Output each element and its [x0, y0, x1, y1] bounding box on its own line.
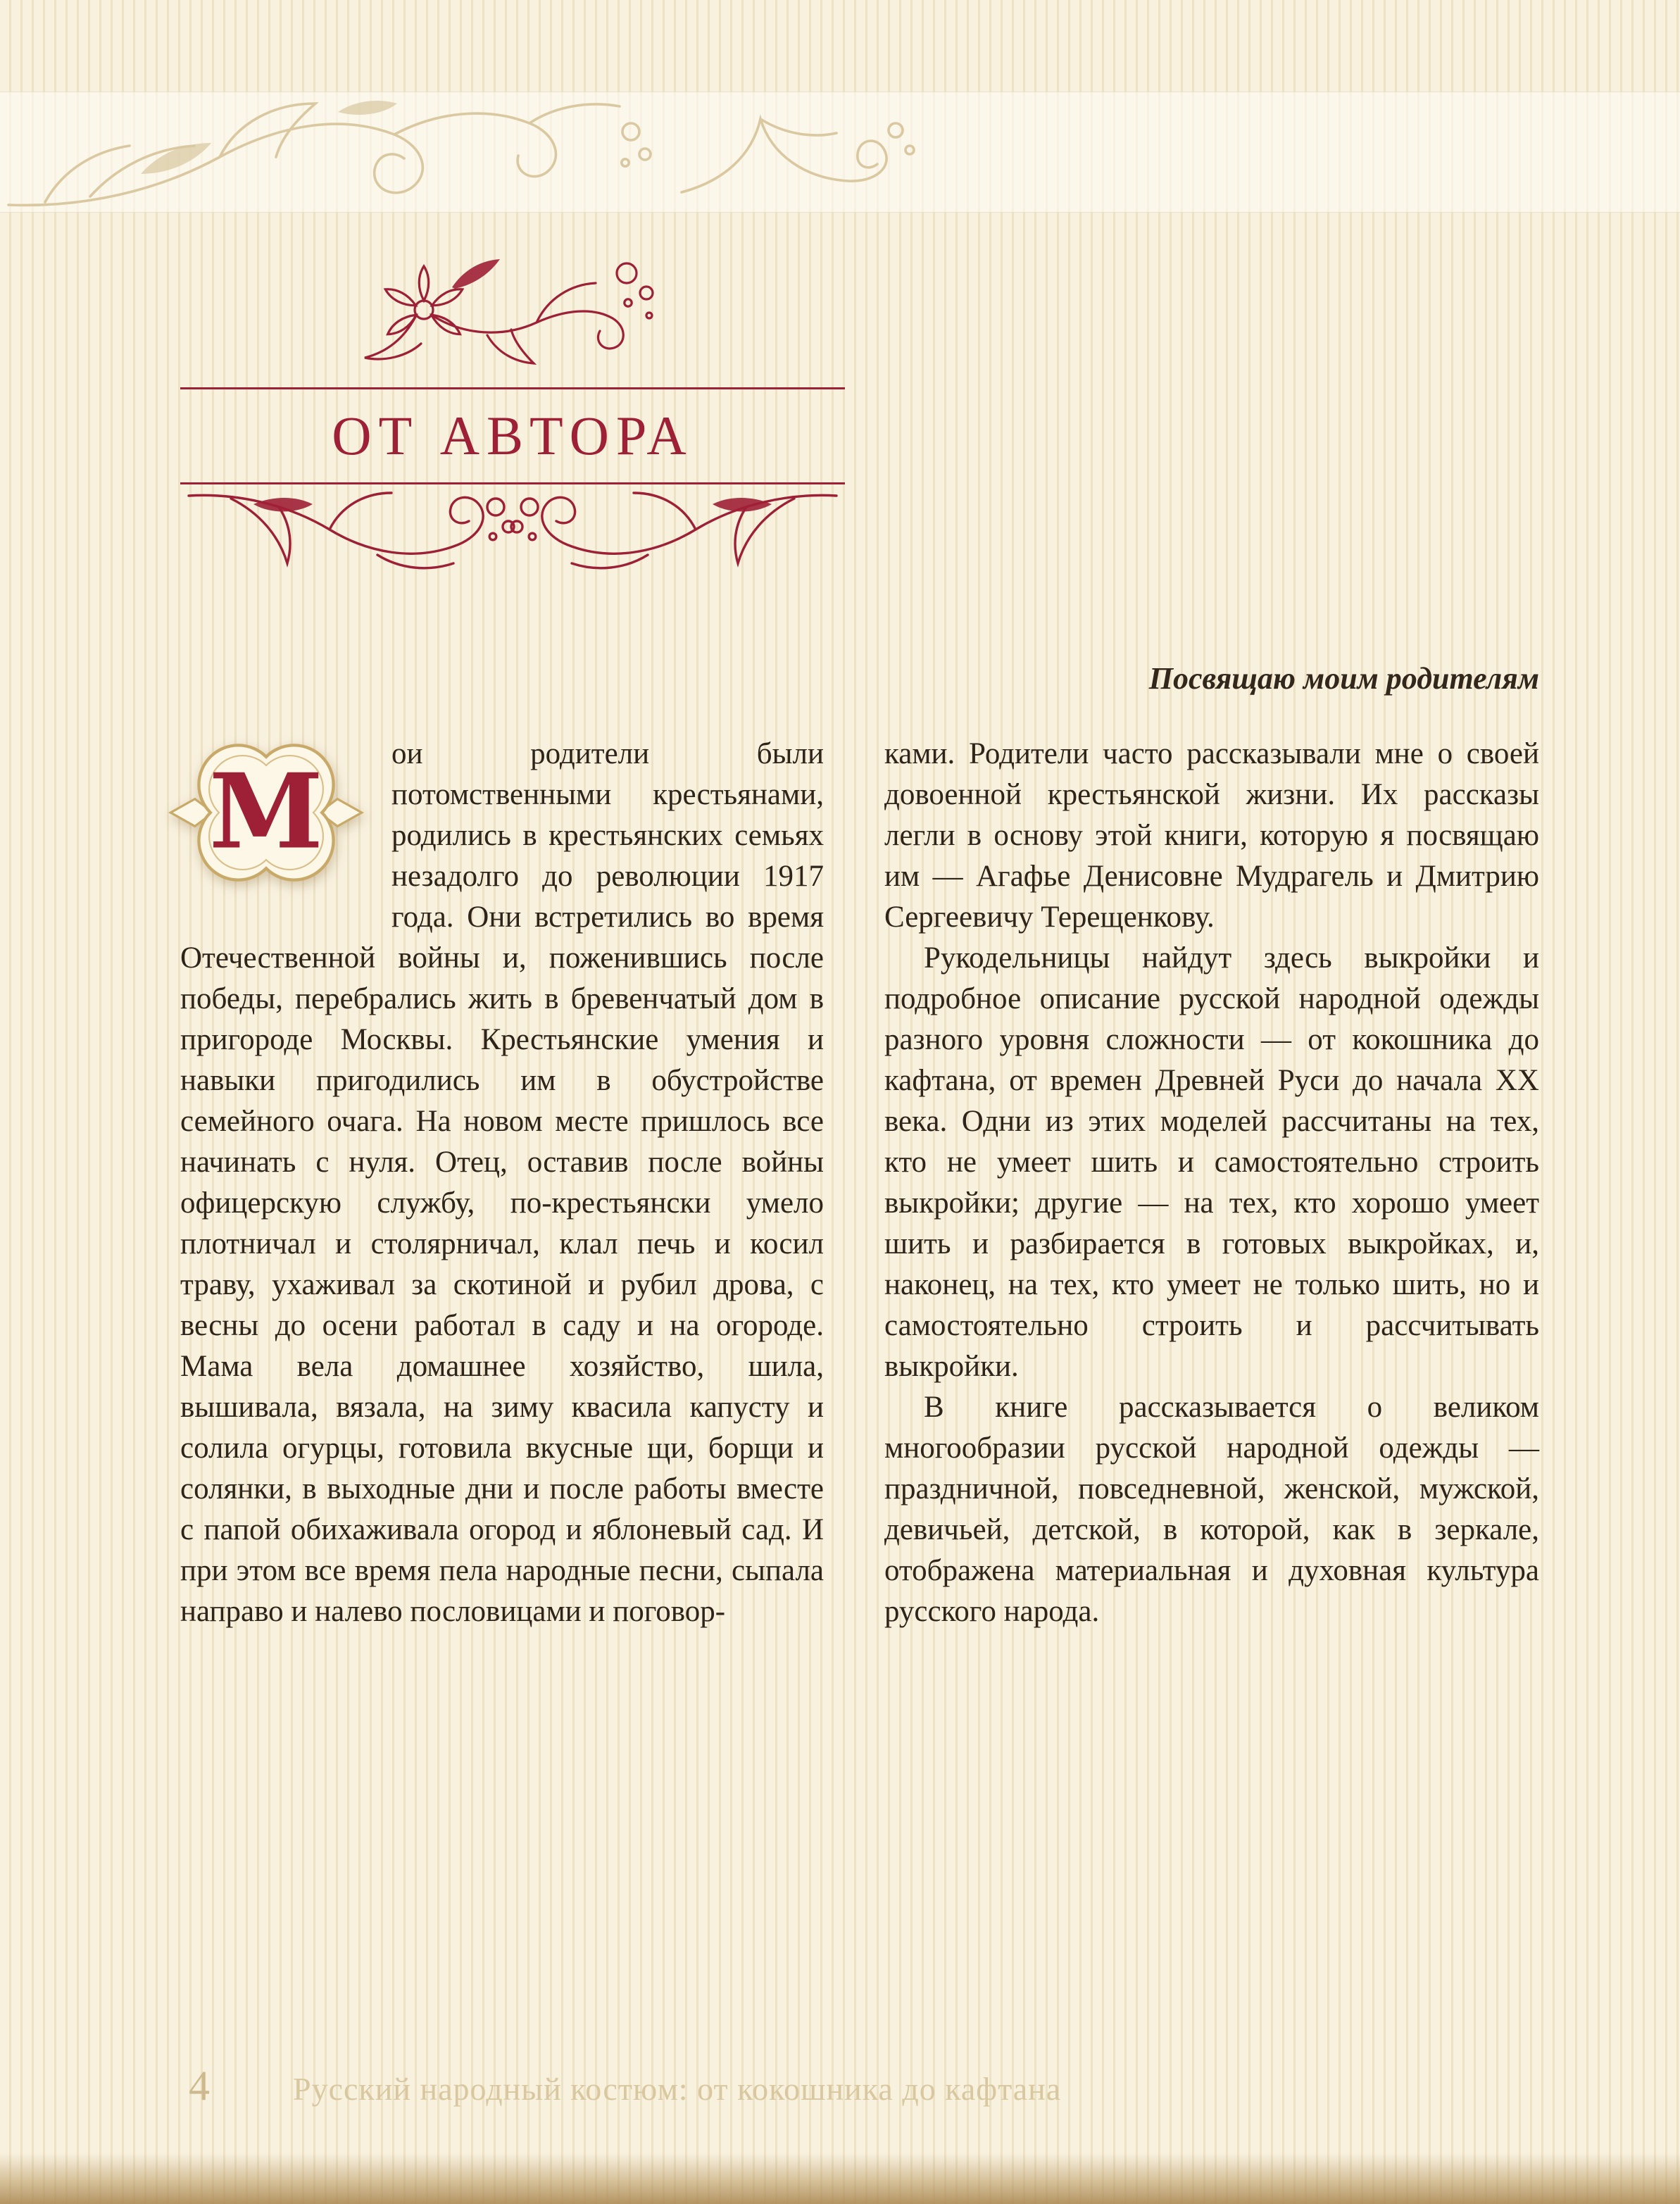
right-column: [884, 734, 1539, 1632]
title-rule-bottom: [180, 482, 845, 484]
chapter-title: ОТ АВТОРА: [332, 405, 694, 466]
floral-ornament-icon: [180, 487, 845, 586]
paragraph: В книге рассказывается о великом многообразии русской народной одежды — праздничной, повседневной, женской, мужской, девичьей, детской, в которой, как в зеркале, отображена материальная и духовная культура русского народа.: [884, 1391, 1539, 1628]
floral-flourish-icon: [6, 92, 653, 212]
floral-flourish-icon: [670, 96, 924, 209]
dedication: Посвящаю моим родителям: [1148, 661, 1539, 696]
chapter-title-block: [180, 244, 845, 586]
page-number: 4: [189, 2062, 210, 2109]
quatrefoil-medallion-icon: [168, 714, 365, 911]
footer-book-title: Русский народный костюм: от кокошника до кафтана: [293, 2071, 1062, 2107]
drop-cap-medallion: [168, 714, 365, 925]
bottom-edge-shading: [0, 2153, 1680, 2204]
drop-cap-letter: М: [208, 750, 324, 872]
left-column: [180, 734, 824, 1632]
page-footer: [189, 2062, 1061, 2110]
top-ornament-band: [0, 92, 1680, 213]
paragraph: Рукодельницы найдут здесь выкройки и подробное описание русской народной одежды разного уровня сложности — от кокошника до кафтана, от времен Древней Руси до начала XX века. Одни из этих моделей рассчитаны на тех, кто не умеет шить и самостоятельно строить выкройки; другие — на тех, кто хорошо умеет шить и разбирается в готовых выкройках, и, наконец, на тех, кто умеет не только шить, но и самостоятельно строить и рассчитывать выкройки.: [884, 941, 1539, 1383]
floral-ornament-icon: [351, 244, 675, 387]
paragraph: ками. Родители часто рассказывали мне о своей довоенной крестьянской жизни. Их рассказы легли в основу этой книги, которую я посвящаю им — Агафье Денисовне Мудрагель и Дмитрию Сергеевичу Терещенкову.: [884, 737, 1539, 934]
paragraph: ои родители были потомственными крестьянами, родились в крестьянских семьях незадолго до революции 1917 года. Они встретились во время Отечественной войны и, поженившись после победы, перебрались жить в бревенчатый дом в пригороде Москвы. Крестьянские умения и навыки пригодились им в обустройстве семейного очага. На новом месте пришлось все начинать с нуля. Отец, оставив после войны офицерскую службу, по-крестьянски умело плотничал и столярничал, клал печь и косил траву, ухаживал за скотиной и рубил дрова, с весны до осени работал в саду и на огороде. Мама вела домашнее хозяйство, шила, вышивала, вязала, на зиму квасила капусту и солила огурцы, готовила вкусные щи, борщи и солянки, в выходные дни и после работы вместе с папой обихаживала огород и яблоневый сад. И при этом все время пела народные песни, сыпала направо и налево пословицами и поговор-: [180, 737, 824, 1628]
text-columns: [180, 734, 1539, 1632]
